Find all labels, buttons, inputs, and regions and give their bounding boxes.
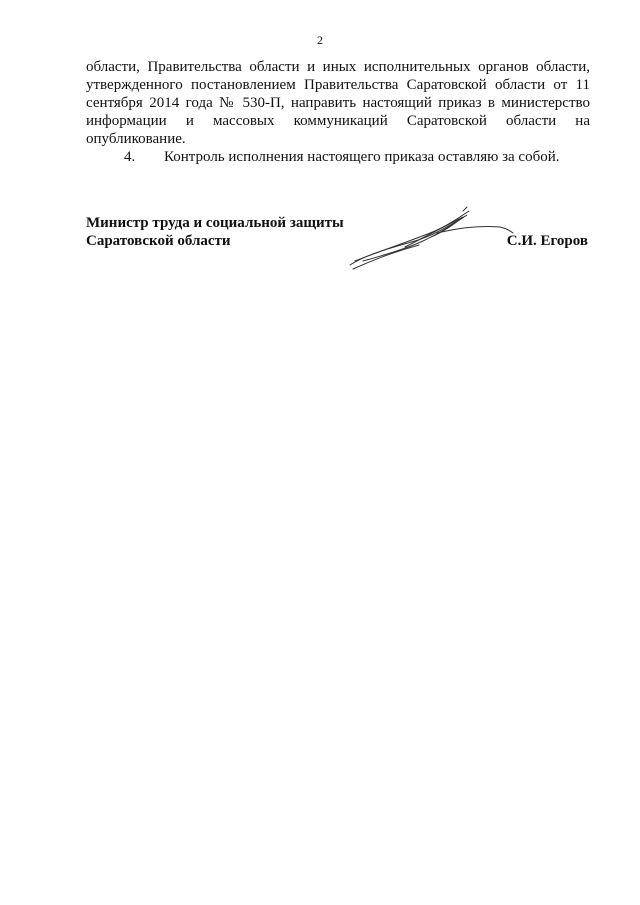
signatory-title-line: Саратовской области bbox=[86, 233, 231, 249]
list-item-text: Контроль исполнения настоящего приказа оставляю за собой. bbox=[164, 149, 560, 165]
signatory-title bbox=[86, 214, 344, 250]
handwritten-signature-icon bbox=[345, 203, 515, 273]
body-line: утвержденного постановлением Правительства Саратовской области от 11 bbox=[86, 77, 590, 93]
signatory-title-line: Министр труда и социальной защиты bbox=[86, 215, 344, 231]
body-line: сентября 2014 года № 530-П, направить настоящий приказ в министерство bbox=[86, 95, 590, 111]
body-line: информации и массовых коммуникаций Саратовской области на bbox=[86, 113, 590, 129]
body-paragraph bbox=[86, 58, 590, 148]
page-number: 2 bbox=[317, 33, 323, 47]
list-item-number: 4. bbox=[124, 149, 136, 165]
body-line: области, Правительства области и иных исполнительных органов области, bbox=[86, 59, 590, 75]
body-line: опубликование. bbox=[86, 131, 186, 147]
signer-name: С.И. Егоров bbox=[506, 233, 588, 249]
